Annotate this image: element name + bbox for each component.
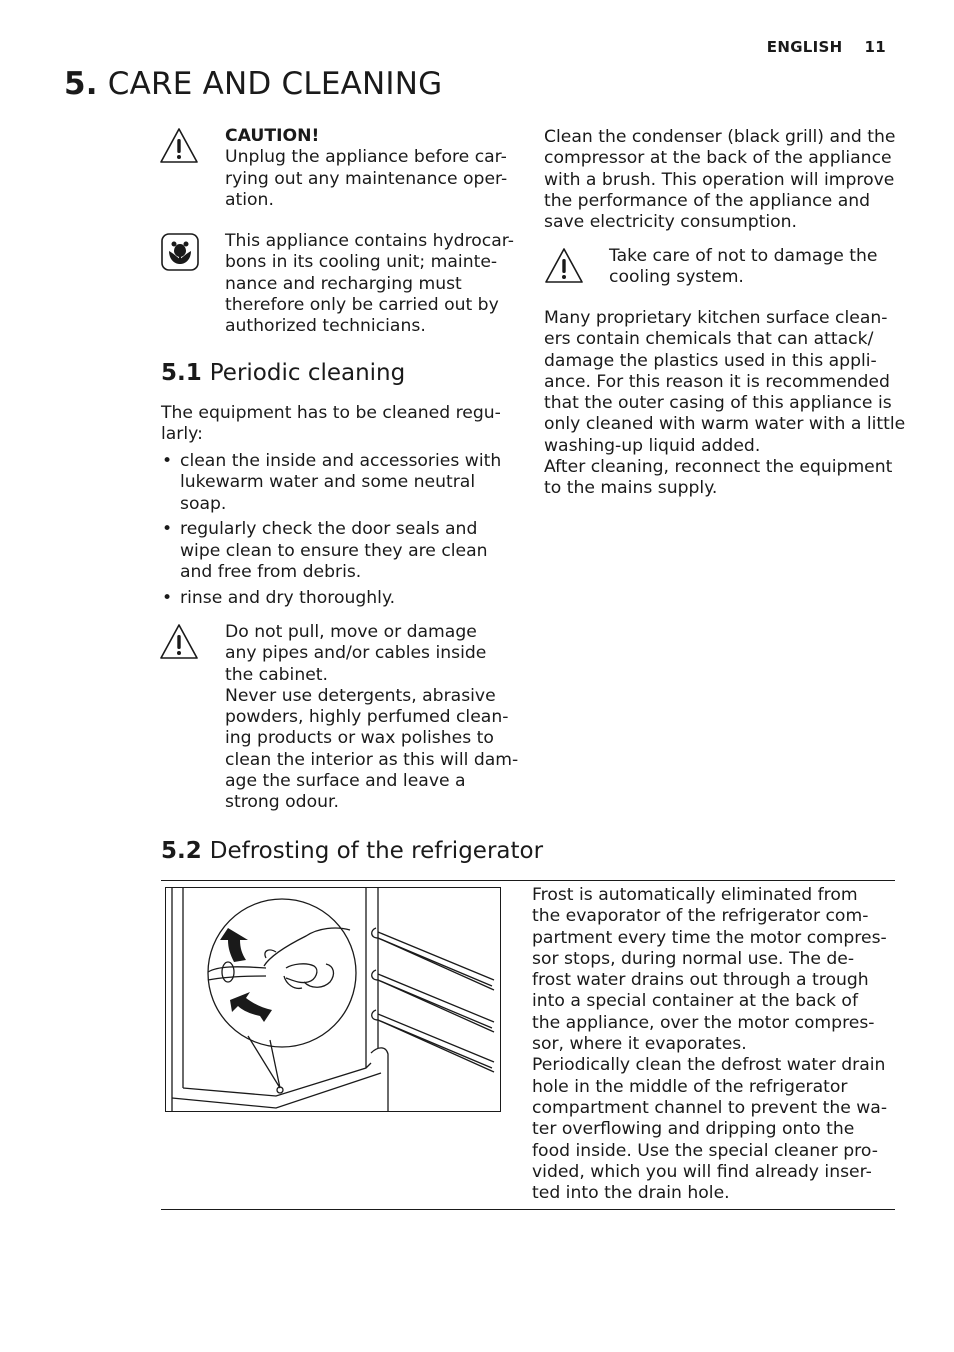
list-item: • regularly check the door seals and wipe clean to ensure they are clean and free from debris. — [161, 519, 521, 583]
chapter-number: 5. — [64, 66, 98, 102]
warning-triangle-icon — [158, 621, 200, 663]
list-item: • clean the inside and accessories with lukewarm water and some neutral soap. — [161, 451, 521, 515]
section-title: Periodic cleaning — [209, 360, 406, 386]
hydrocarbon-note: This appliance contains hydrocar- bons in its cooling unit; mainte- nance and recharging must therefore only be carried out by authorized technicians. — [225, 231, 514, 337]
warning-triangle-icon — [158, 125, 200, 167]
environment-symbol-icon — [159, 231, 201, 273]
drain-hole-cleaning-drawing — [166, 888, 500, 1111]
page-number: 11 — [864, 38, 886, 56]
section-heading-5-2 — [161, 838, 543, 864]
table-bottom-rule — [161, 1209, 895, 1210]
page-header — [767, 38, 886, 56]
cooling-system-warning-text: Take care of not to damage the cooling system. — [609, 246, 878, 288]
defrosting-text: Frost is automatically eliminated from the evaporator of the refrigerator com- partment every time the motor compres- sor stops, during normal use. The de- frost water drains out through a trough into a special container at the back of the appliance, over the motor compres- sor, where it evaporates. Periodically clean the defrost water drain hole in the middle of the refrigerator compartment channel to prevent the wa- ter overflowing and dripping onto the food inside. Use the special cleaner pro- vided, which you will find already inser- ted into the drain hole. — [532, 885, 888, 1204]
cleaning-steps-list — [161, 451, 521, 614]
caution-text: Unplug the appliance before car- rying out any maintenance oper- ation. — [225, 147, 508, 210]
surface-cleaners-text: Many proprietary kitchen surface clean- ers contain chemicals that can attack/ damage the plastics used in this appli- ance. For this reason it is recommended that the outer casing of this appliance is only cleaned with warm water with a little washing-up liquid added. After cleaning, reconnect the equipment to the mains supply. — [544, 308, 906, 499]
periodic-cleaning-intro: The equipment has to be cleaned regu- larly: — [161, 403, 501, 445]
pipes-warning-text: Do not pull, move or damage any pipes and/or cables inside the cabinet. Never use detergents, abrasive powders, highly perfumed clean- ing products or wax polishes to clean the interior as this will dam- age the surface and leave a strong odour. — [225, 622, 519, 813]
chapter-title-text: CARE AND CLEANING — [107, 66, 443, 102]
warning-triangle-icon — [543, 245, 585, 287]
section-heading-5-1 — [161, 360, 405, 386]
caution-title: CAUTION! — [225, 126, 320, 146]
defrost-drain-illustration — [165, 887, 501, 1112]
caution-note — [225, 126, 525, 211]
header-language: ENGLISH — [766, 38, 843, 56]
section-number: 5.1 — [161, 360, 202, 386]
chapter-title — [64, 66, 442, 102]
table-top-rule — [161, 880, 895, 881]
condenser-cleaning-text: Clean the condenser (black grill) and the compressor at the back of the appliance with a brush. This operation will improve the performance of the appliance and save electricity consumption. — [544, 127, 896, 233]
section-number: 5.2 — [161, 838, 202, 864]
list-item: • rinse and dry thoroughly. — [161, 588, 521, 609]
section-title: Defrosting of the refrigerator — [209, 838, 544, 864]
